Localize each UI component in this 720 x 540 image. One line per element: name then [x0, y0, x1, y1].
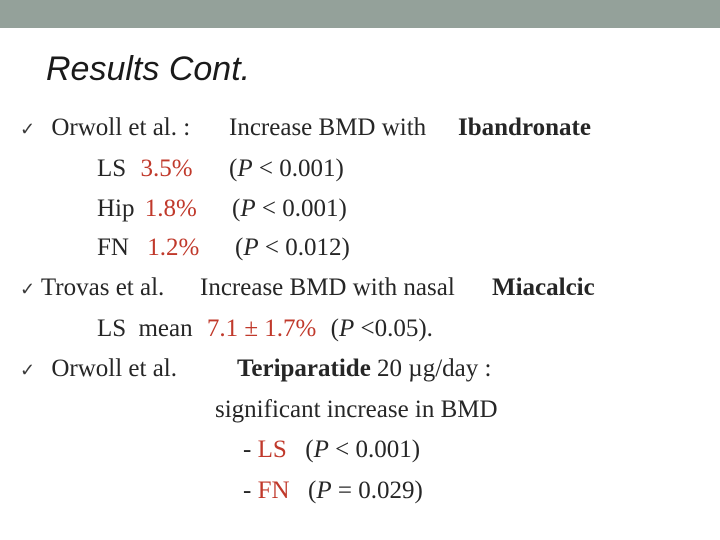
p-value: (P < 0.012) — [235, 234, 350, 261]
study-desc: Increase BMD with nasal — [200, 274, 455, 301]
check-icon: ✓ — [20, 279, 36, 299]
bullet-trovas-miacalcic — [20, 273, 595, 304]
p-value: (P < 0.001) — [232, 195, 347, 222]
result-row-ls-mean — [97, 314, 433, 344]
site-label: FN — [257, 477, 290, 504]
drug-dose: Teriparatide 20 µg/day : — [237, 355, 492, 382]
study-author: Orwoll et al. — [51, 355, 178, 382]
top-accent-bar — [0, 0, 720, 28]
study-author: Orwoll et al. : — [51, 114, 191, 141]
drug-name: Miacalcic — [492, 274, 595, 301]
bmd-value: 1.2% — [147, 234, 200, 261]
study-desc: Increase BMD with — [229, 114, 427, 141]
site-label: LS — [257, 436, 287, 463]
bmd-value: 3.5% — [140, 155, 193, 182]
site-label: FN — [97, 234, 129, 261]
p-value: (P <0.05). — [330, 315, 433, 342]
result-desc: significant increase in BMD — [215, 396, 498, 423]
p-value: (P = 0.029) — [308, 477, 423, 504]
p-value: (P < 0.001) — [305, 436, 421, 463]
p-value: (P < 0.001) — [229, 155, 344, 182]
result-row-hip — [97, 194, 347, 224]
slide-title: Results Cont. — [46, 50, 251, 88]
site-label: LS — [97, 315, 127, 342]
result-row-fn: - FN (P = 0.029) — [243, 477, 423, 504]
result-row-ls — [97, 154, 344, 184]
drug-name: Ibandronate — [458, 114, 591, 141]
check-icon: ✓ — [20, 360, 36, 380]
result-row-ls: - LS (P < 0.001) — [243, 436, 421, 463]
check-icon: ✓ — [20, 119, 36, 139]
result-row-fn — [97, 233, 350, 263]
bmd-value: 1.8% — [144, 195, 197, 222]
bullet-orwoll-ibandronate — [20, 113, 591, 144]
site-label: LS — [97, 155, 127, 182]
mean-label: mean — [138, 315, 193, 342]
bmd-value: 7.1 ± 1.7% — [206, 315, 317, 342]
study-author: Trovas et al. — [40, 274, 165, 301]
bullet-orwoll-teriparatide — [20, 354, 492, 385]
site-label: Hip — [97, 195, 135, 222]
